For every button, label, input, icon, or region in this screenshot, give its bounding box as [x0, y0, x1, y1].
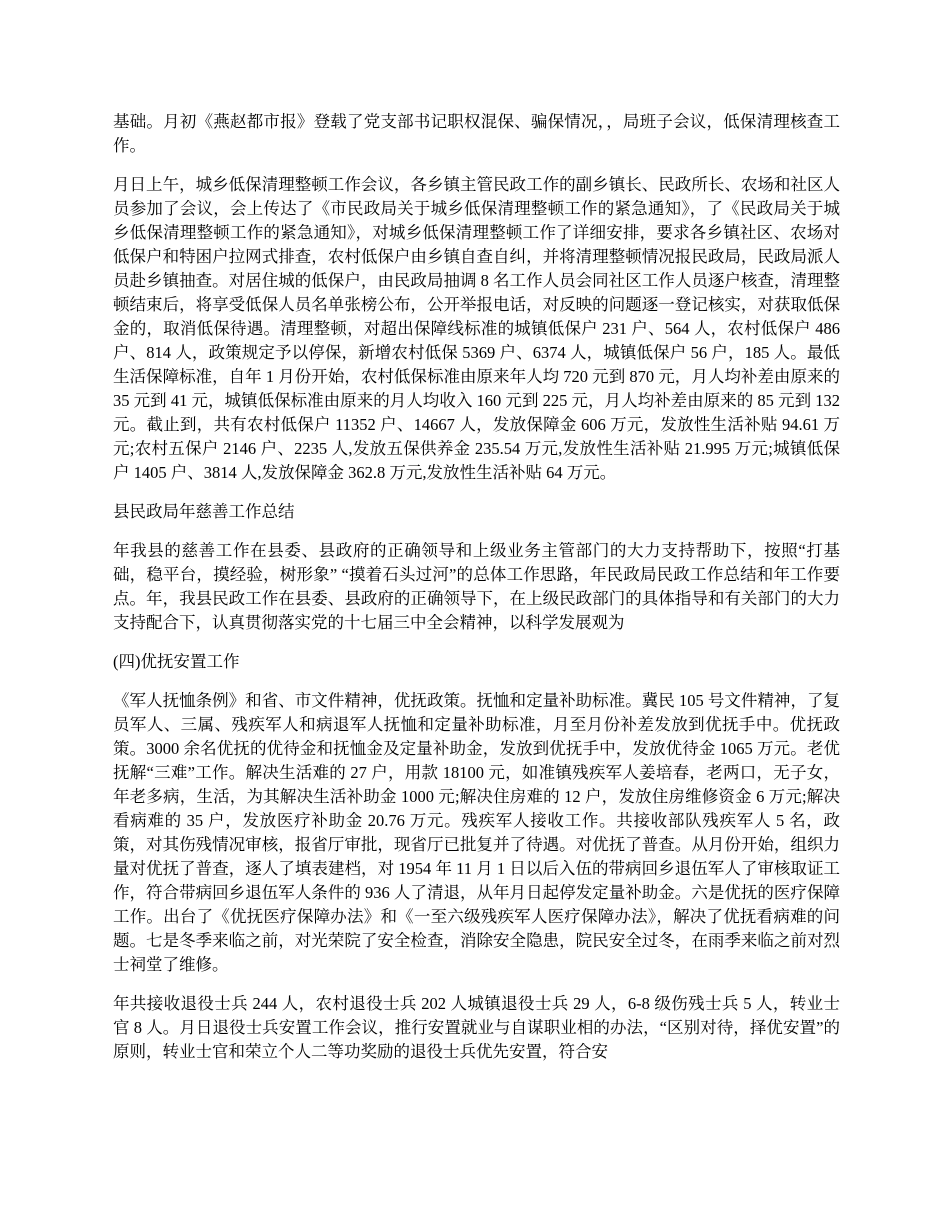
paragraph-retired-soldiers: 年共接收退役士兵 244 人，农村退役士兵 202 人城镇退役士兵 29 人，6-8 级伤残士兵 5 人，转业士官 8 人。月日退役士兵安置工作会议，推行安置就业与自谋职业相的办法，“区别对待，择优安置”的原则，转业士官和荣立个人二等功奖励的退役士兵优先安置，符合安 [113, 994, 840, 1061]
section-heading-charity: 县民政局年慈善工作总结 [113, 502, 295, 521]
paragraph-veterans-policy: 《军人抚恤条例》和省、市文件精神，优抚政策。抚恤和定量补助标准。冀民 105 号文件精神，了复员军人、三属、残疾军人和病退军人抚恤和定量补助标准，月至月份补差发放到优抚手中。优抚政策。3000 余名优抚的优待金和抚恤金及定量补助金，发放到优抚手中，发放优待金 1065 万元。老优抚解“三难”工作。解决生活难的 27 户，用款 18100 元，如准镇残疾军人姜培春，老两口，无子女，年老多病，生活，为其解决生活补助金 1000 元;解决住房难的 12 户，发放住房维修资金 6 万元;解决看病难的 35 户，发放医疗补助金 20.76 万元。残疾军人接收工作。共接收部队残疾军人 5 名，政策，对其伤残情况审核，报省厅审批，现省厅已批复并了待遇。对优抚了普查。从月份开始，组织力量对优抚了普查，逐人了填表建档，对 1954 年 11 月 1 日以后入伍的带病回乡退伍军人了审核取证工作，符合带病回乡退伍军人条件的 936 人了清退，从年月日起停发定量补助金。六是优抚的医疗保障工作。出台了《优抚医疗保障办法》和《一至六级残疾军人医疗保障办法》，解决了优抚看病难的问题。七是冬季来临之前，对光荣院了安全检查，消除安全隐患，院民安全过冬，在雨季来临之前对烈士祠堂了维修。 [113, 691, 840, 974]
paragraph-charity-summary: 年我县的慈善工作在县委、县政府的正确领导和上级业务主管部门的大力支持帮助下，按照“打基础，稳平台，摸经验，树形象” “摸着石头过河”的总体工作思路，年民政局民政工作总结和年工作要点。年，我县民政工作在县委、县政府的正确领导下，在上级民政部门的具体指导和有关部门的大力支持配合下，认真贯彻落实党的十七届三中全会精神，以科学发展观为 [113, 541, 840, 632]
paragraph-low-income-basis: 基础。月初《燕赵都市报》登载了党支部书记职权混保、骗保情况，，局班子会议，低保清理核查工作。 [113, 112, 840, 155]
paragraph-low-income-cleanup: 月日上午，城乡低保清理整顿工作会议，各乡镇主管民政工作的副乡镇长、民政所长、农场和社区人员参加了会议，会上传达了《市民政局关于城乡低保清理整顿工作的紧急通知》，了《民政局关于城乡低保清理整顿工作的紧急通知》，对城乡低保清理整顿工作了详细安排，要求各乡镇社区、农场对低保户和特困户拉网式排查，农村低保户由乡镇自查自纠，并将清理整顿情况报民政局，民政局派人员赴乡镇抽查。对居住城的低保户，由民政局抽调 8 名工作人员会同社区工作人员逐户核查，清理整顿结束后，将享受低保人员名单张榜公布，公开举报电话，对反映的问题逐一登记核实，对获取低保金的，取消低保待遇。清理整顿，对超出保障线标准的城镇低保户 231 户、564 人，农村低保户 486 户、814 人，政策规定予以停保，新增农村低保 5369 户、6374 人，城镇低保户 56 户，185 人。最低生活保障标准，自年 1 月份开始，农村低保标准由原来年人均 720 元到 870 元，月人均补差由原来的 35 元到 41 元，城镇低保标准由原来的月人均收入 160 元到 225 元，月人均补差由原来的 85 元到 132 元。截止到，共有农村低保户 11352 户、14667 人，发放保障金 606 万元，发放性生活补贴 94.61 万元;农村五保户 2146 户、2235 人,发放五保供养金 235.54 万元,发放性生活补贴 21.995 万元;城镇低保户 1405 户、3814 人,发放保障金 362.8 万元,发放性生活补贴 64 万元。 [113, 175, 840, 482]
section-heading-veterans: (四)优抚安置工作 [113, 652, 240, 671]
document-body [113, 110, 840, 1079]
